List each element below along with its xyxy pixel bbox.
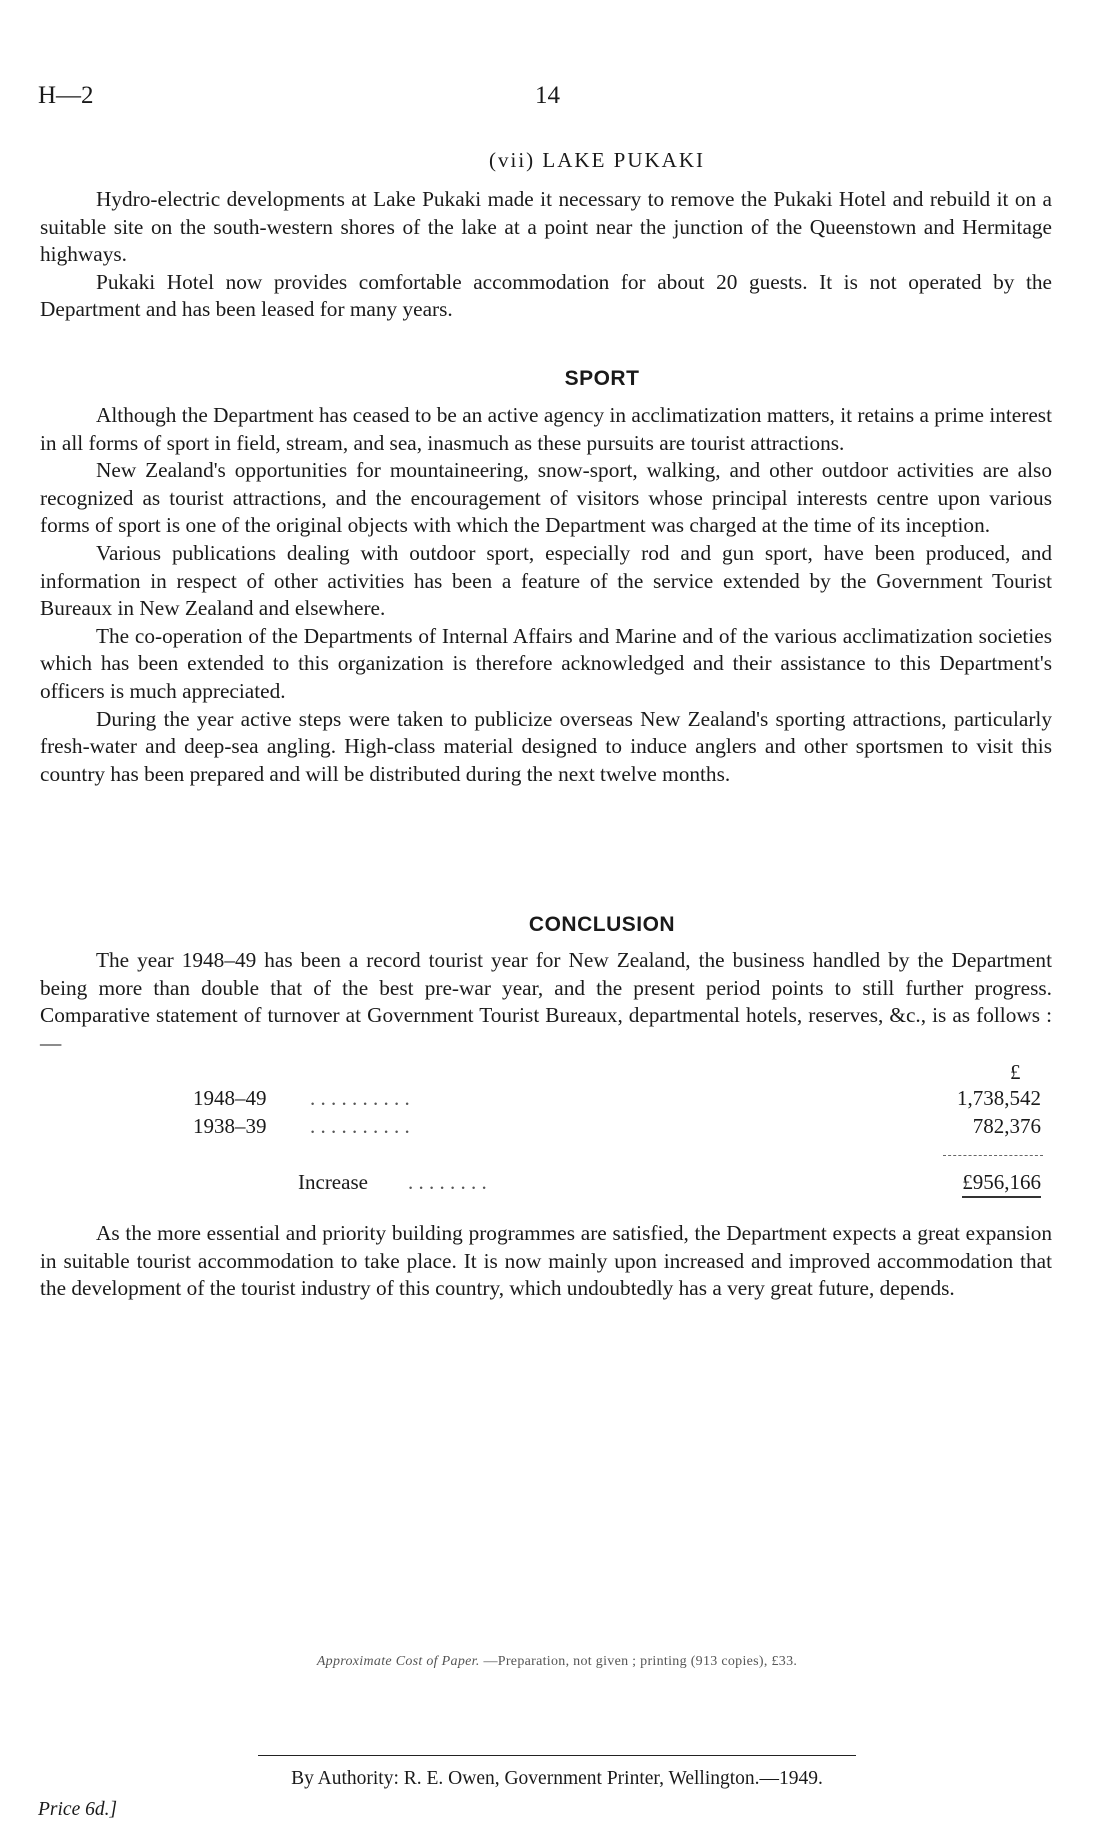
section-sport bbox=[40, 402, 1052, 788]
total-value: £956,166 bbox=[962, 1170, 1041, 1198]
leader-dots: . . . . . . . . . . bbox=[310, 1086, 410, 1110]
report-code: H—2 bbox=[38, 82, 94, 109]
conclusion-intro bbox=[40, 947, 1052, 1057]
paragraph: Various publications dealing with outdoor sport, especially rod and gun sport, have been produced, and information in respect of other activities has been a feature of the service extended by the Government Tourist Bureaux in New Zealand and elsewhere. bbox=[40, 540, 1052, 621]
cost-of-paper-note bbox=[0, 1654, 1114, 1670]
row-label: 1938–39 bbox=[193, 1114, 267, 1138]
cost-label: Approximate Cost of Paper. bbox=[316, 1654, 480, 1669]
section-title-sport: SPORT bbox=[564, 367, 640, 390]
table-row bbox=[0, 1114, 1114, 1142]
leader-dots: . . . . . . . . bbox=[408, 1170, 487, 1194]
printer-authority: By Authority: R. E. Owen, Government Printer, Wellington.—1949. bbox=[291, 1768, 823, 1789]
leader-dots: . . . . . . . . . . bbox=[310, 1114, 410, 1138]
row-label: 1948–49 bbox=[193, 1086, 267, 1110]
paragraph: During the year active steps were taken to publicize overseas New Zealand's sporting attractions, particularly fresh-water and deep-sea angling. High-class material designed to induce anglers and other sportsmen to visit this country has been prepared and will be distributed during the next twelve months. bbox=[40, 706, 1052, 786]
section-lake-pukaki bbox=[40, 186, 1052, 324]
paragraph: As the more essential and priority building programmes are satisfied, the Department expects a great expansion in suitable tourist accommodation to take place. It is now mainly upon increased and improved accommodation that the development of the tourist industry of this country, which undoubtedly has a very great future, depends. bbox=[40, 1221, 1052, 1301]
paragraph: Hydro-electric developments at Lake Pukaki made it necessary to remove the Pukaki Hotel and rebuild it on a suitable site on the south-western shores of the lake at a point near the junction of the Queenstown and Hermitage highways. bbox=[40, 187, 1052, 267]
table-row bbox=[0, 1086, 1114, 1114]
cost-text: —Preparation, not given ; printing (913 copies), £33. bbox=[483, 1654, 798, 1669]
row-value: 782,376 bbox=[972, 1114, 1041, 1138]
paragraph: Although the Department has ceased to be an active agency in acclimatization matters, it retains a prime interest in all forms of sport in field, stream, and sea, inasmuch as these pursuits are tourist attractions. bbox=[40, 403, 1052, 455]
table-total-row bbox=[0, 1170, 1114, 1198]
section-title-lake-pukaki: (vii) LAKE PUKAKI bbox=[489, 148, 705, 172]
row-value: 1,738,542 bbox=[957, 1086, 1041, 1110]
paragraph: The year 1948–49 has been a record tourist year for New Zealand, the business handled by the Department being more than double that of the best pre-war year, and the present period points to still further progress. Comparative statement of turnover at Government Tourist Bureaux, departmental hotels, reserves, &c., is as follows :— bbox=[40, 948, 1052, 1055]
paragraph: Pukaki Hotel now provides comfortable accommodation for about 20 guests. It is not operated by the Department and has been leased for many years. bbox=[40, 269, 1052, 322]
price-note: Price 6d.] bbox=[38, 1799, 118, 1820]
section-title-conclusion: CONCLUSION bbox=[528, 913, 676, 936]
paragraph: The co-operation of the Departments of Internal Affairs and Marine and of the various acclimatization societies which has been extended to this organization is therefore acknowledged and their assistance to this Department's officers is much appreciated. bbox=[40, 623, 1052, 703]
conclusion-closing bbox=[40, 1220, 1052, 1303]
paragraph: New Zealand's opportunities for mountaineering, snow-sport, walking, and other outdoor activities are also recognized as tourist attractions, and the encouragement of visitors whose principal interests centre upon various forms of sport is one of the original objects with which the Department was charged at the time of its inception. bbox=[40, 458, 1052, 538]
currency-header: £ bbox=[1010, 1060, 1021, 1084]
footer-rule bbox=[258, 1755, 856, 1756]
page-number: 14 bbox=[535, 82, 560, 109]
subtotal-rule bbox=[943, 1155, 1043, 1156]
total-label: Increase bbox=[298, 1170, 368, 1194]
